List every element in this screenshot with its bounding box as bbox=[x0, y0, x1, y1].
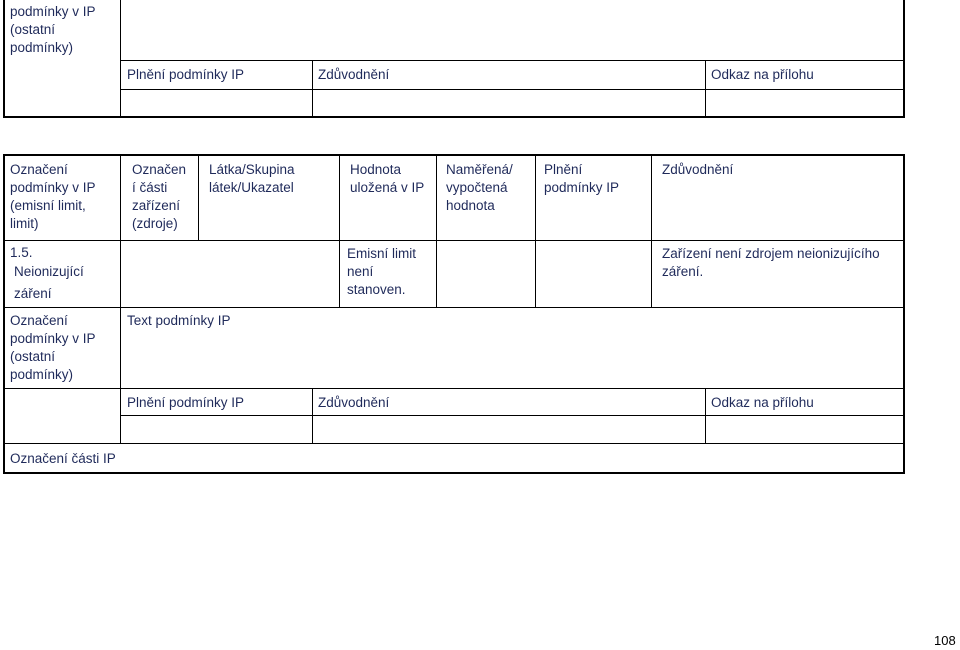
justification-header: Zdůvodnění bbox=[318, 67, 390, 82]
designation-header: Označení podmínky v IP (emisní limit, limit) bbox=[10, 162, 96, 231]
substance-header: Látka/Skupina látek/Ukazatel bbox=[209, 162, 295, 195]
condition-text-header: Text podmínky IP bbox=[127, 313, 231, 328]
page-number: 108 bbox=[934, 633, 956, 648]
condition-label-cell: podmínky v IP (ostatní podmínky) bbox=[10, 4, 96, 55]
fulfillment-header: Plnění podmínky IP bbox=[544, 162, 620, 195]
justification-header: Zdůvodnění bbox=[662, 162, 734, 177]
part-label: Označení části IP bbox=[10, 451, 116, 466]
fulfillment-header: Plnění podmínky IP bbox=[127, 395, 245, 410]
stored-value-cell: Emisní limit není stanoven. bbox=[347, 246, 417, 297]
fulfillment-header: Plnění podmínky IP bbox=[127, 67, 245, 82]
justification-cell: Zařízení není zdrojem neionizujícího záření. bbox=[662, 246, 880, 279]
justification-header: Zdůvodnění bbox=[318, 395, 390, 410]
attachment-header: Odkaz na přílohu bbox=[711, 395, 814, 410]
stored-value-header: Hodnota uložená v IP bbox=[350, 162, 425, 195]
measured-value-header: Naměřená/ vypočtená hodnota bbox=[446, 162, 513, 213]
designation-number: 1.5. bbox=[10, 245, 33, 260]
other-condition-label: Označení podmínky v IP (ostatní podmínky) bbox=[10, 313, 96, 382]
designation-word: záření bbox=[14, 286, 52, 301]
designation-word: Neionizující bbox=[14, 264, 84, 279]
part-header: Označen í části zařízení (zdroje) bbox=[132, 162, 187, 231]
attachment-header: Odkaz na přílohu bbox=[711, 67, 814, 82]
